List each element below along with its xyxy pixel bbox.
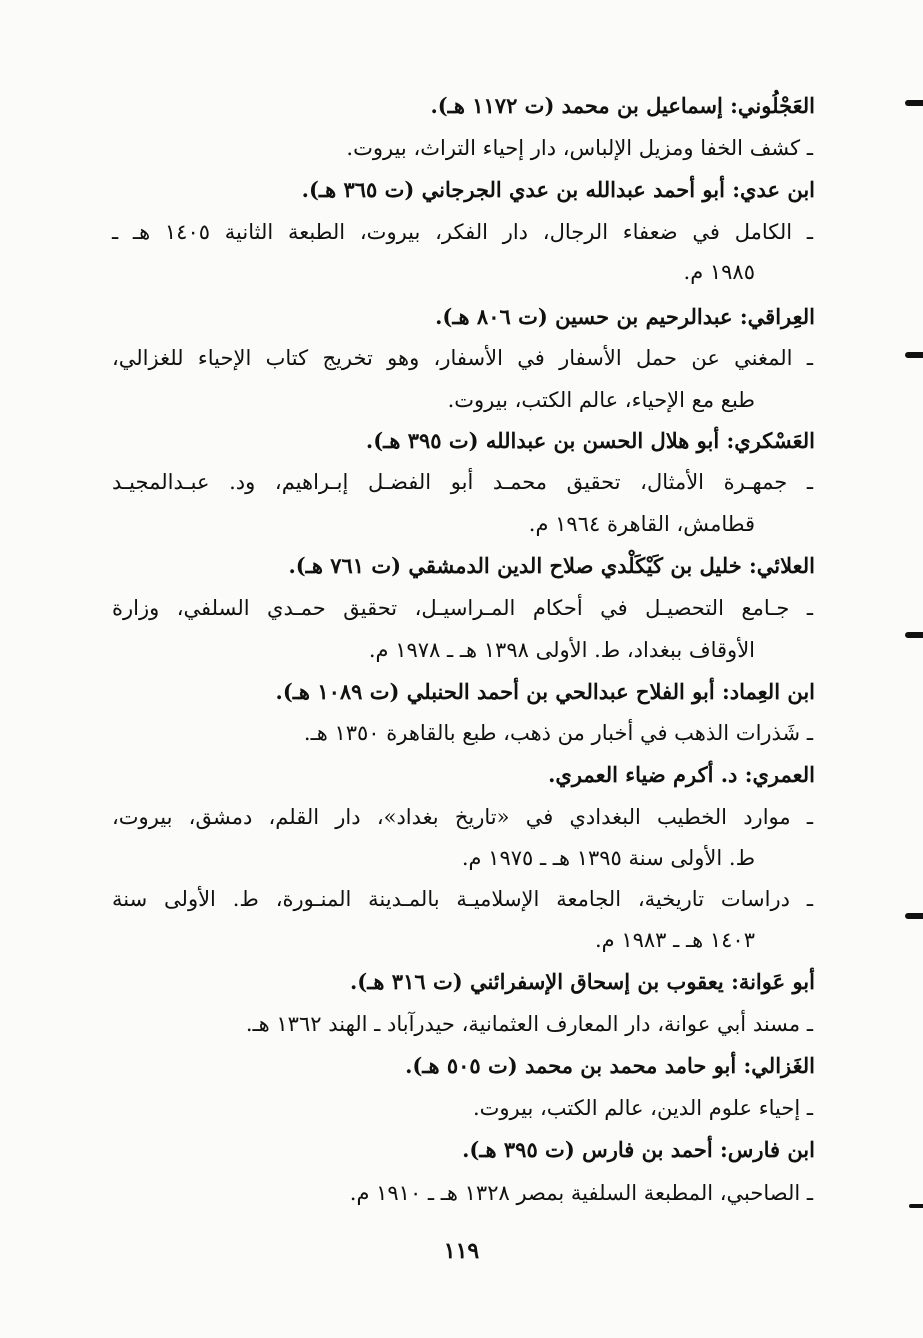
work-item: ـ موارد الخطيب البغدادي في «تاريخ بغداد»، دار القلم، دمشق، بيروت، <box>112 805 813 829</box>
author-name: العَسْكري: <box>726 428 815 453</box>
author-name: ابن العِماد: <box>722 679 815 704</box>
author-name: العلائي: <box>749 553 815 578</box>
work-item-continuation: ١٤٠٣ هـ ـ ١٩٨٣ م. <box>594 928 755 952</box>
scan-edge-mark <box>905 913 923 919</box>
entry-heading <box>350 967 815 997</box>
entry-heading <box>288 551 815 581</box>
entry-heading <box>302 175 815 205</box>
author-full-name: يعقوب بن إسحاق الإسفرائني (ت ٣١٦ هـ). <box>350 969 724 994</box>
author-full-name: د. أكرم ضياء العمري. <box>548 762 738 787</box>
author-name: العَجْلُوني: <box>730 93 815 118</box>
scan-edge-mark <box>905 632 923 638</box>
work-item: ـ شَذرات الذهب في أخبار من ذهب، طبع بالقاهرة ١٣٥٠ هـ. <box>303 721 813 745</box>
author-full-name: أحمد بن فارس (ت ٣٩٥ هـ). <box>462 1137 713 1162</box>
entry-heading <box>548 760 815 790</box>
author-full-name: أبو حامد محمد بن محمد (ت ٥٠٥ هـ). <box>405 1053 737 1078</box>
work-item-continuation: الأوقاف ببغداد، ط. الأولى ١٣٩٨ هـ ـ ١٩٧٨ م. <box>368 638 755 662</box>
author-full-name: أبو أحمد عبدالله بن عدي الجرجاني (ت ٣٦٥ هـ). <box>301 177 725 202</box>
entry-heading <box>405 1051 815 1081</box>
work-item-continuation: ١٩٨٥ م. <box>683 260 755 284</box>
entry-heading <box>276 677 815 707</box>
work-item-continuation: ط. الأولى سنة ١٣٩٥ هـ ـ ١٩٧٥ م. <box>461 846 755 870</box>
work-item: ـ المغني عن حمل الأسفار في الأسفار، وهو تخريج كتاب الإحياء للغزالي، <box>112 346 813 370</box>
author-name: ابن فارس: <box>720 1137 815 1162</box>
work-item: ـ جمهـرة الأمثال، تحقيق محمـد أبو الفضـل إبـراهيم، ود. عبـدالمجيـد <box>112 470 813 494</box>
scan-edge-mark <box>905 352 923 358</box>
author-name: العمري: <box>744 762 815 787</box>
author-name: العِراقي: <box>739 304 815 329</box>
work-item: ـ دراسات تاريخية، الجامعة الإسلاميـة بالمـدينة المنـورة، ط. الأولى سنة <box>112 887 813 911</box>
entry-heading <box>430 91 815 121</box>
work-item: ـ الكامل في ضعفاء الرجال، دار الفكر، بيروت، الطبعة الثانية ١٤٠٥ هـ ـ <box>112 220 813 244</box>
page-number: ١١٩ <box>443 1238 480 1264</box>
work-item: ـ كشف الخفا ومزيل الإلباس، دار إحياء التراث، بيروت. <box>346 136 813 160</box>
author-full-name: خليل بن كَيْكَلْدي صلاح الدين الدمشقي (ت ٧٦١ هـ). <box>288 553 742 578</box>
work-item-continuation: قطامش، القاهرة ١٩٦٤ م. <box>528 512 755 536</box>
work-item: ـ جـامع التحصيـل في أحكام المـراسيـل، تحقيق حمـدي السلفي، وزارة <box>112 596 813 620</box>
entry-heading <box>366 426 815 456</box>
author-name: ابن عدي: <box>732 177 815 202</box>
author-full-name: إسماعيل بن محمد (ت ١١٧٢ هـ). <box>430 93 723 118</box>
author-full-name: أبو الفلاح عبدالحي بن أحمد الحنبلي (ت ١٠٨٩ هـ). <box>275 679 715 704</box>
author-name: أبو عَوانة: <box>731 969 815 994</box>
work-item: ـ مسند أبي عوانة، دار المعارف العثمانية، حيدرآباد ـ الهند ١٣٦٢ هـ. <box>245 1012 813 1036</box>
scan-edge-mark <box>905 100 923 106</box>
author-name: الغَزالي: <box>743 1053 815 1078</box>
work-item-continuation: طبع مع الإحياء، عالم الكتب، بيروت. <box>447 388 755 412</box>
work-item: ـ إحياء علوم الدين، عالم الكتب، بيروت. <box>472 1096 813 1120</box>
entry-heading <box>435 302 815 332</box>
scan-edge-mark <box>909 1204 923 1208</box>
author-full-name: أبو هلال الحسن بن عبدالله (ت ٣٩٥ هـ). <box>365 428 720 453</box>
author-full-name: عبدالرحيم بن حسين (ت ٨٠٦ هـ). <box>435 304 733 329</box>
work-item: ـ الصاحبي، المطبعة السلفية بمصر ١٣٢٨ هـ ـ ١٩١٠ م. <box>349 1181 813 1205</box>
entry-heading <box>462 1135 815 1165</box>
